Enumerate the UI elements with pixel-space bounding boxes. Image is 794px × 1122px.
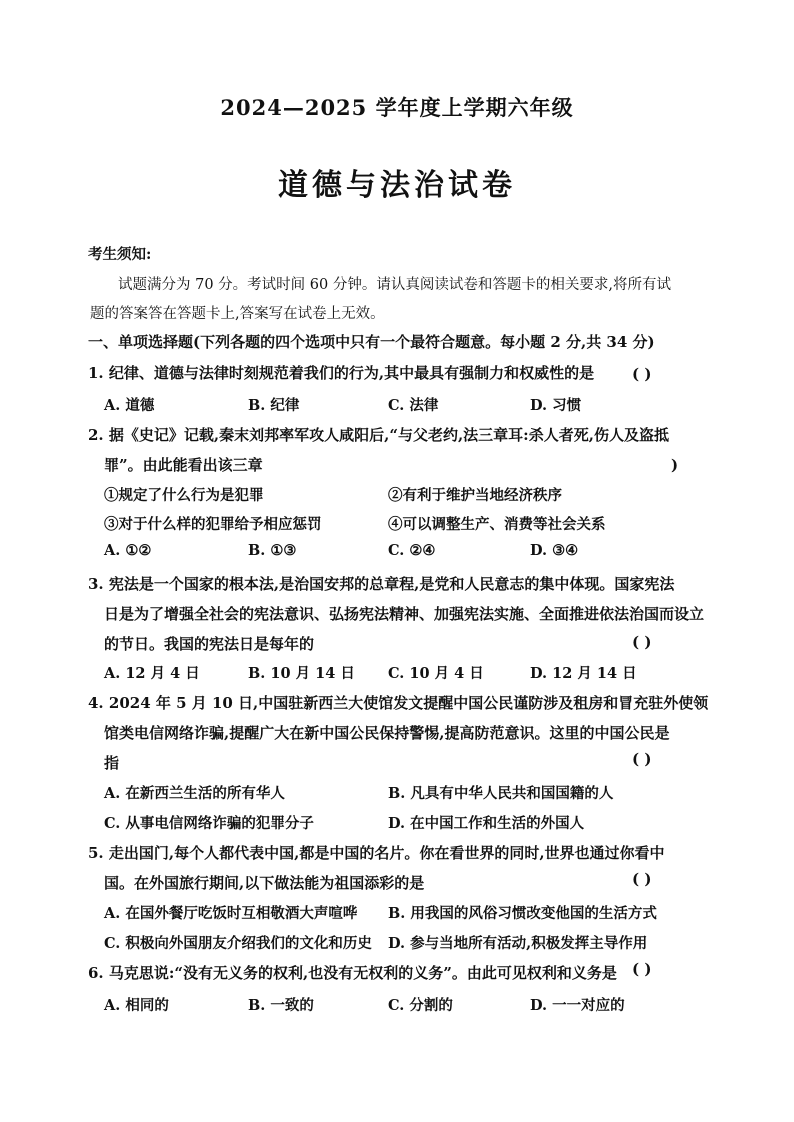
q5-option-a: A. 在国外餐厅吃饭时互相敬酒大声喧哗 xyxy=(104,905,358,922)
q1-option-a: A. 道德 xyxy=(104,397,155,414)
q3-option-b: B. 10 月 14 日 xyxy=(248,665,355,682)
q1-option-d: D. 习惯 xyxy=(530,397,582,414)
q1-answer-paren: ( ) xyxy=(632,365,652,383)
q5-answer-paren: ( ) xyxy=(632,870,652,888)
q2-statement-2: ②有利于维护当地经济秩序 xyxy=(388,487,562,504)
q2-option-d: D. ③④ xyxy=(530,542,579,559)
q4-option-d: D. 在中国工作和生活的外国人 xyxy=(388,815,585,832)
q3-answer-paren: ( ) xyxy=(632,633,652,651)
q4-stem-line-3: 指 xyxy=(104,754,120,772)
q6-option-b: B. 一致的 xyxy=(248,997,314,1014)
q1-stem: 1. 纪律、道德与法律时刻规范着我们的行为,其中最具有强制力和权威性的是 xyxy=(88,364,595,382)
q6-option-d: D. 一一对应的 xyxy=(530,997,625,1014)
q2-answer-paren: ) xyxy=(671,456,679,474)
q1-option-c: C. 法律 xyxy=(388,397,439,414)
q5-option-b: B. 用我国的风俗习惯改变他国的生活方式 xyxy=(388,905,657,922)
q4-answer-paren: ( ) xyxy=(632,750,652,768)
q6-answer-paren: ( ) xyxy=(632,960,652,978)
q4-option-a: A. 在新西兰生活的所有华人 xyxy=(104,785,285,802)
q2-statement-3: ③对于什么样的犯罪给予相应惩罚 xyxy=(104,516,322,533)
q2-statement-1: ①规定了什么行为是犯罪 xyxy=(104,487,264,504)
q4-stem-line-2: 馆类电信网络诈骗,提醒广大在新中国公民保持警惕,提高防范意识。这里的中国公民是 xyxy=(104,724,670,742)
q5-stem-line-2: 国。在外国旅行期间,以下做法能为祖国添彩的是 xyxy=(104,874,425,892)
q4-option-b: B. 凡具有中华人民共和国国籍的人 xyxy=(388,785,614,802)
q2-option-a: A. ①② xyxy=(104,542,152,559)
q3-stem-line-3: 的节日。我国的宪法日是每年的 xyxy=(104,635,315,653)
notice-label: 考生须知: xyxy=(88,246,152,263)
q6-option-c: C. 分割的 xyxy=(388,997,453,1014)
section-1-heading: 一、单项选择题(下列各题的四个选项中只有一个最符合题意。每小题 2 分,共 34 分) xyxy=(88,333,655,351)
q4-option-c: C. 从事电信网络诈骗的犯罪分子 xyxy=(104,815,314,832)
q5-option-d: D. 参与当地所有活动,积极发挥主导作用 xyxy=(388,935,648,952)
q2-option-c: C. ②④ xyxy=(388,542,436,559)
q4-stem-line-1: 4. 2024 年 5 月 10 日,中国驻新西兰大使馆发文提醒中国公民谨防涉及租房和冒充驻外使领 xyxy=(88,694,709,712)
q6-option-a: A. 相同的 xyxy=(104,997,169,1014)
q2-stem-line-1: 2. 据《史记》记载,秦末刘邦率军攻人咸阳后,“与父老约,法三章耳:杀人者死,伤人及盗抵 xyxy=(88,426,669,444)
q2-stem-line-2: 罪”。由此能看出该三章 xyxy=(104,456,263,474)
exam-year-title: 2024—2025 学年度上学期六年级 xyxy=(220,95,574,120)
q5-stem-line-1: 5. 走出国门,每个人都代表中国,都是中国的名片。你在看世界的同时,世界也通过你看中 xyxy=(88,844,665,862)
q2-option-b: B. ①③ xyxy=(248,542,297,559)
notice-line-1: 试题满分为 70 分。考试时间 60 分钟。请认真阅读试卷和答题卡的相关要求,将所有试 xyxy=(118,277,671,293)
notice-line-2: 题的答案答在答题卡上,答案写在试卷上无效。 xyxy=(90,306,385,322)
q3-option-d: D. 12 月 14 日 xyxy=(530,665,637,682)
q2-statement-4: ④可以调整生产、消费等社会关系 xyxy=(388,516,606,533)
q5-option-c: C. 积极向外国朋友介绍我们的文化和历史 xyxy=(104,935,372,952)
q1-option-b: B. 纪律 xyxy=(248,397,300,414)
exam-subject-title: 道德与法治试卷 xyxy=(278,168,516,203)
q3-option-c: C. 10 月 4 日 xyxy=(388,665,484,682)
q3-stem-line-2: 日是为了增强全社会的宪法意识、弘扬宪法精神、加强宪法实施、全面推进依法治国而设立 xyxy=(104,605,705,623)
q6-stem: 6. 马克思说:“没有无义务的权利,也没有无权利的义务”。由此可见权利和义务是 xyxy=(88,964,617,982)
q3-stem-line-1: 3. 宪法是一个国家的根本法,是治国安邦的总章程,是党和人民意志的集中体现。国家宪法 xyxy=(88,575,675,593)
q3-option-a: A. 12 月 4 日 xyxy=(104,665,200,682)
